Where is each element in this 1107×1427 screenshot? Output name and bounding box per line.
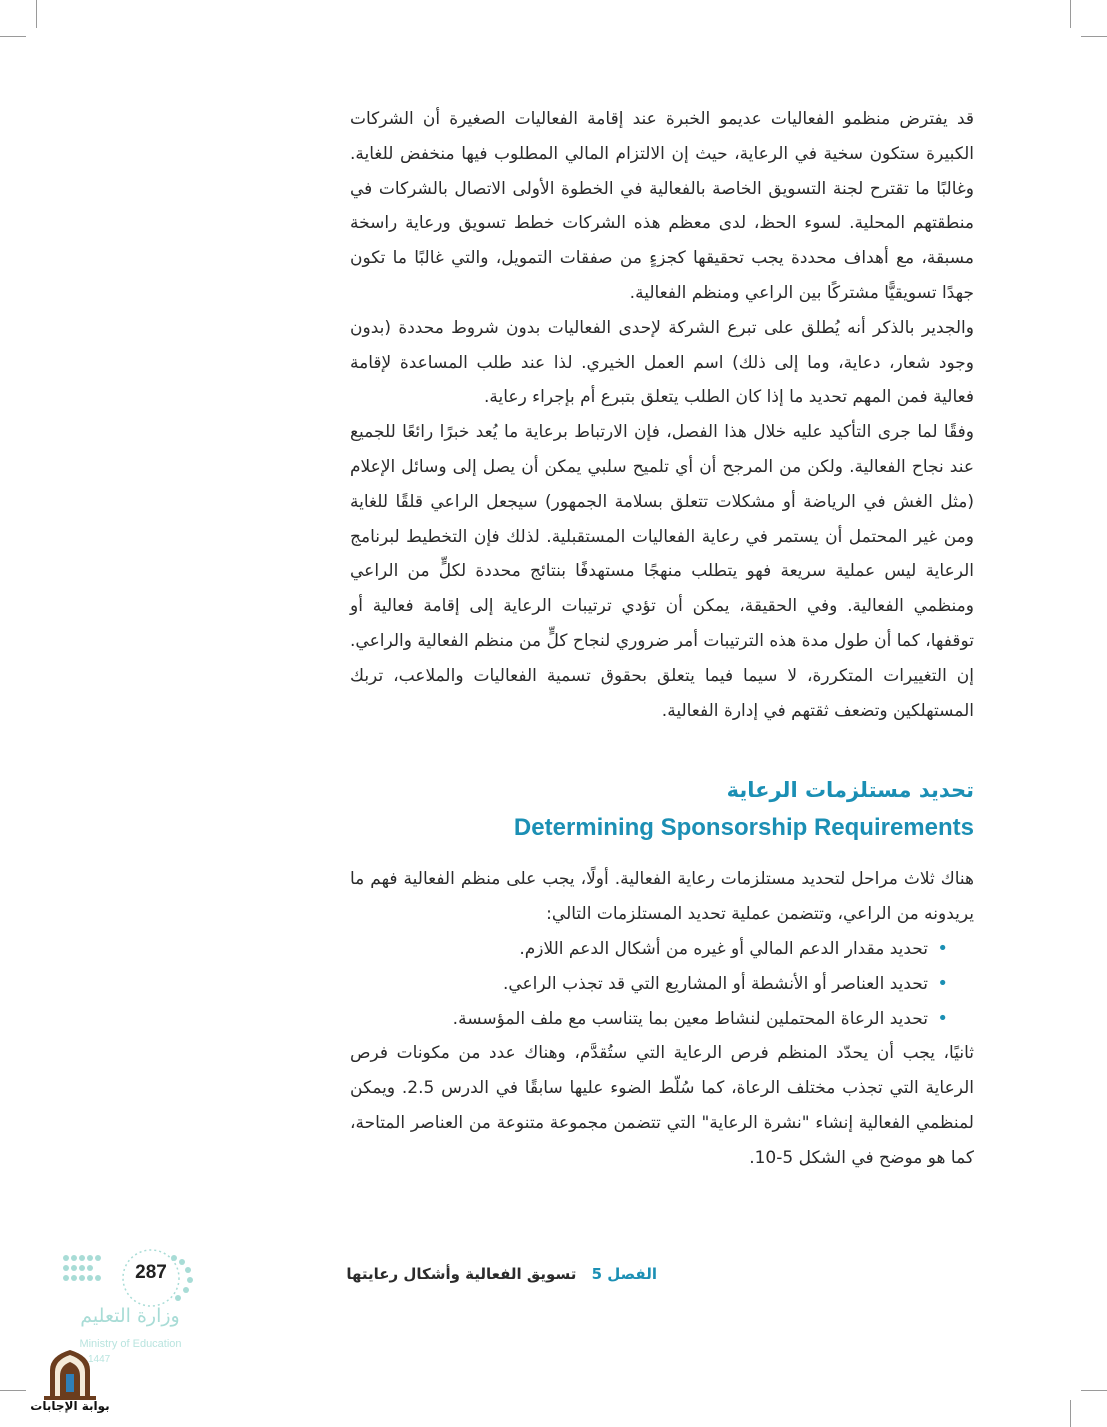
bab-alijabat-logo-icon <box>44 1348 96 1400</box>
bullet-icon: • <box>937 937 948 959</box>
section-heading-english: Determining Sponsorship Requirements <box>513 814 974 842</box>
closing-paragraph: ثانيًا، يجب أن يحدّد المنظم فرص الرعاية التي ستُقدَّم، وهناك عدد من مكونات فرص الرعاية التي تجذب مختلف الرعاة، كما سُلّط الضوء عليها سابقًا في الدرس 2.5. ويمكن لمنظمي الفعالية إنشاء "نشرة الرعاية" التي تتضمن مجموعة متنوعة من العناصر المتاحة، كما هو موضح في الشكل 5-10. <box>350 1043 974 1168</box>
requirements-list <box>350 932 974 1036</box>
crop-mark-bottom-left-h <box>0 1390 26 1391</box>
crop-mark-top-left-h <box>0 36 26 37</box>
paragraph-3: وفقًا لما جرى التأكيد عليه خلال هذا الفصل، فإن الارتباط برعاية ما يُعد خبرًا رائعًا للجميع عند نجاح الفعالية. ولكن من المرجح أن أي تلميح سلبي يمكن أن يصل إلى وسائل الإعلام (مثل الغش في الرياضة أو مشكلات تتعلق بسلامة الجمهور) سيجعل الراعي قلقًا للغاية ومن غير المحتمل أن يستمر في رعاية الفعاليات المستقبلية. لذلك فإن التخطيط لبرنامج الرعاية ليس عملية سريعة فهو يتطلب منهجًا مستهدفًا بنتائج محددة لكلٍّ من الراعي ومنظمي الفعالية. وفي الحقيقة، يمكن أن تؤدي ترتيبات الرعاية إلى إقامة فعالية أو توقفها، كما أن طول مدة هذه الترتيبات أمر ضروري لنجاح كلٍّ من منظم الفعالية والراعي. إن التغييرات المتكررة، لا سيما فيما يتعلق بحقوق تسمية الفعاليات والملاعب، تربك المستهلكين وتضعف ثقتهم في إدارة الفعالية. <box>350 422 974 721</box>
crop-mark-bottom-right-v <box>1070 1400 1071 1427</box>
section-intro: هناك ثلاث مراحل لتحديد مستلزمات رعاية الفعالية. أولًا، يجب على منظم الفعالية فهم ما يريدونه من الراعي، وتتضمن عملية تحديد المستلزمات التالي: <box>350 869 974 925</box>
list-item <box>350 1002 948 1037</box>
list-item-text: تحديد مقدار الدعم المالي أو غيره من أشكال الدعم اللازم. <box>519 938 928 959</box>
list-item <box>350 932 948 967</box>
paragraph-2: والجدير بالذكر أنه يُطلق على تبرع الشركة لإحدى الفعاليات بدون شروط محددة (بدون وجود شعار، دعاية، وما إلى ذلك) اسم العمل الخيري. لذا عند طلب المساعدة لإقامة فعالية فمن المهم تحديد ما إذا كان الطلب يتعلق بتبرع أم بإجراء رعاية. <box>350 317 974 408</box>
chapter-title: تسويق الفعالية وأشكال رعايتها <box>346 1265 577 1283</box>
chapter-footer <box>346 1265 657 1283</box>
bullet-icon: • <box>937 972 948 994</box>
list-item-text: تحديد العناصر أو الأنشطة أو المشاريع التي قد تجذب الراعي. <box>502 973 928 994</box>
list-item-text: تحديد الرعاة المحتملين لنشاط معين بما يتناسب مع ملف المؤسسة. <box>452 1008 928 1029</box>
crop-mark-top-right-h <box>1081 36 1107 37</box>
page-number: 287 <box>135 1262 167 1283</box>
section-heading-arabic: تحديد مستلزمات الرعاية <box>726 778 974 803</box>
crop-mark-top-right-v <box>1070 0 1071 28</box>
ministry-year: 1447 <box>88 1354 111 1365</box>
ministry-name-arabic: وزارة التعليم <box>80 1305 180 1327</box>
paragraph-1: قد يفترض منظمو الفعاليات عديمو الخبرة عند إقامة الفعاليات الصغيرة أن الشركات الكبيرة ستكون سخية في الرعاية، حيث إن الالتزام المالي المطلوب فيها منخفض للغاية. وغالبًا ما تقترح لجنة التسويق الخاصة بالفعالية في الخطوة الأولى الاتصال بالشركات في منطقتهم المحلية. لسوء الحظ، لدى معظم هذه الشركات خطط تسويق ورعاية راسخة مسبقة، مع أهداف محددة يجب تحقيقها كجزءٍ من صفقات التمويل، والتي غالبًا ما تكون جهدًا تسويقيًّا مشتركًا بين الراعي ومنظم الفعالية. <box>350 109 974 303</box>
bullet-icon: • <box>937 1007 948 1029</box>
chapter-label: الفصل 5 <box>591 1265 657 1283</box>
crop-mark-bottom-right-h <box>1081 1390 1107 1391</box>
ministry-name-english: Ministry of Education <box>79 1338 182 1350</box>
main-text-column <box>350 102 974 1176</box>
crop-mark-top-left-v <box>36 0 37 28</box>
list-item <box>350 967 948 1002</box>
site-label: بوابة الإجابات <box>30 1399 110 1413</box>
